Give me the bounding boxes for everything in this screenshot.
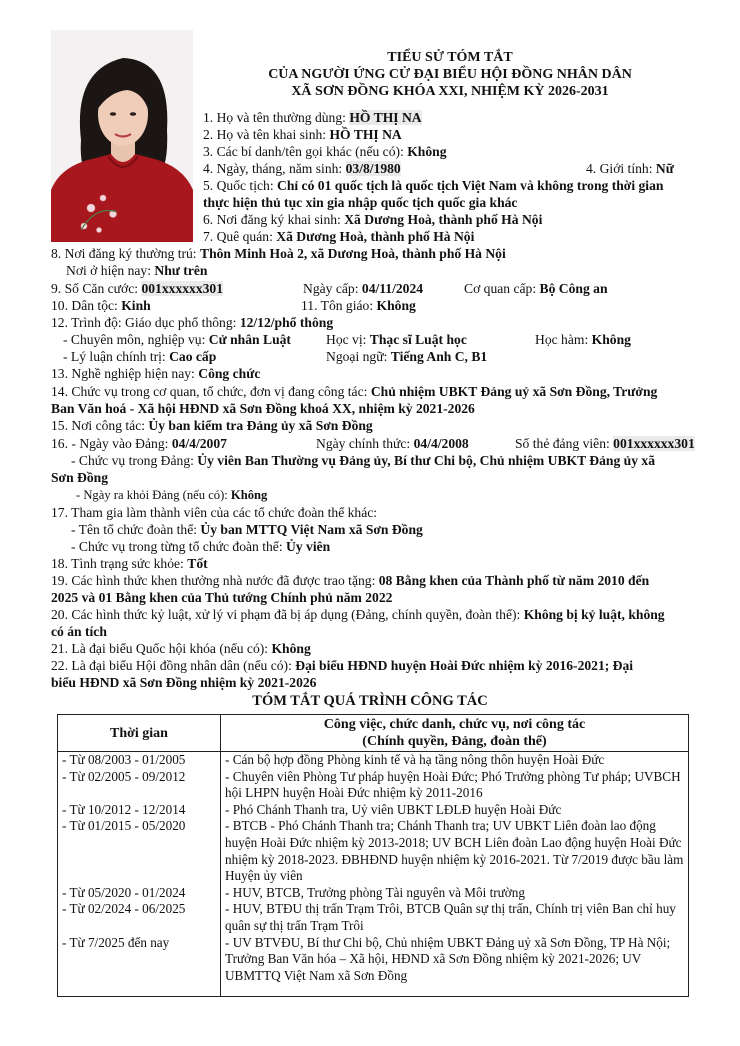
field-value: Không bị kỷ luật, không — [523, 607, 665, 622]
table-row — [58, 802, 689, 819]
field-value: 001xxxxxx301 — [613, 436, 695, 451]
field-label: 19. Các hình thức khen thưởng nhà nước đã được trao tặng: — [51, 573, 379, 588]
field-value: Không — [591, 332, 631, 347]
field-value: Ủy ban MTTQ Việt Nam xã Sơn Đồng — [200, 522, 423, 537]
field-occupation — [51, 365, 260, 382]
field-label: 11. Tôn giáo: — [301, 298, 377, 313]
field-ethnicity — [51, 297, 151, 314]
field-birth-name — [203, 126, 402, 143]
field-value: Xã Dương Hoà, thành phố Hà Nội — [276, 229, 475, 244]
field-label: Số thẻ đảng viên: — [515, 436, 614, 451]
field-label: - Lý luận chính trị: — [63, 349, 170, 364]
field-value: 2025 và 01 Bằng khen của Thủ tướng Chính phủ năm 2022 — [51, 590, 393, 605]
field-label: - Chức vụ trong Đảng: — [71, 453, 198, 468]
field-value: HỒ THỊ NA — [349, 110, 422, 125]
field-value: Chỉ có 01 quốc tịch là quốc tịch Việt Nam và không trong thời gian — [277, 178, 664, 193]
field-label: 6. Nơi đăng ký khai sinh: — [203, 212, 345, 227]
field-value: Không — [376, 298, 416, 313]
table-row — [58, 818, 689, 884]
portrait-photo — [51, 30, 193, 242]
field-value: Ủy ban kiểm tra Đảng ủy xã Sơn Đồng — [148, 418, 373, 433]
field-label: 10. Dân tộc: — [51, 298, 122, 313]
field-label: 18. Tình trạng sức khỏe: — [51, 556, 188, 571]
field-organization-role — [71, 538, 330, 555]
field-value: Cao cấp — [169, 349, 217, 364]
field-organizations — [51, 504, 377, 521]
field-label: Ngoại ngữ: — [326, 349, 391, 364]
field-value: Công chức — [198, 366, 261, 381]
field-id-issuer — [464, 280, 608, 297]
row-description: - HUV, BTCB, Trưởng phòng Tài nguyên và Môi trường — [221, 885, 689, 902]
field-value: 12/12/phổ thông — [239, 315, 334, 330]
field-value: Thôn Minh Hoà 2, xã Dương Hoà, thành phố Hà Nội — [200, 246, 506, 261]
table-row — [58, 901, 689, 934]
work-history-table — [57, 714, 689, 997]
field-peoples-council — [51, 657, 633, 674]
field-party-position-cont — [51, 469, 108, 486]
field-value: Chủ nhiệm UBKT Đảng uỷ xã Sơn Đồng, Trưởng — [370, 384, 658, 399]
column-header-description-line-1: Công việc, chức danh, chức vụ, nơi công tác — [323, 717, 586, 732]
field-id-issue-date — [303, 280, 423, 297]
field-workplace — [51, 417, 373, 434]
field-label: 22. Là đại biểu Hội đồng nhân dân (nếu có): — [51, 658, 296, 673]
column-header-description-line-2: (Chính quyền, Đảng, đoàn thể) — [362, 734, 547, 749]
row-time: - Từ 08/2003 - 01/2005 — [58, 752, 221, 769]
field-party-official-date — [316, 435, 469, 452]
field-value: Không — [407, 144, 447, 159]
field-party-join-date — [51, 435, 227, 452]
field-value: Như trên — [154, 263, 208, 278]
field-label: Ngày chính thức: — [316, 436, 414, 451]
field-value: Không — [230, 488, 268, 502]
field-value: Tốt — [187, 556, 208, 571]
field-national-assembly — [51, 640, 311, 657]
field-aliases — [203, 143, 447, 160]
field-value: Tiếng Anh C, B1 — [390, 349, 488, 364]
row-time: - Từ 7/2025 đến nay — [58, 935, 221, 997]
field-nationality — [203, 177, 663, 194]
field-foreign-language — [326, 348, 487, 365]
field-peoples-council-cont — [51, 674, 316, 691]
row-time: - Từ 10/2012 - 12/2014 — [58, 802, 221, 819]
field-health — [51, 555, 208, 572]
field-awards — [51, 572, 649, 589]
field-party-exit-date — [76, 487, 267, 504]
field-position — [51, 383, 657, 400]
field-label: 3. Các bí danh/tên gọi khác (nếu có): — [203, 144, 408, 159]
field-label: Cơ quan cấp: — [464, 281, 540, 296]
row-description: - HUV, BTĐU thị trấn Trạm Trôi, BTCB Quân sự thị trấn, Chính trị viên Ban chỉ huy quân sự thị trấn Trạm Trôi — [221, 901, 689, 934]
field-label: 4. Giới tính: — [586, 161, 656, 176]
field-hometown — [203, 228, 474, 245]
field-profession — [63, 331, 291, 348]
field-value: Thạc sĩ Luật học — [369, 332, 467, 347]
field-birth-date — [203, 160, 401, 177]
field-label: 8. Nơi đăng ký thường trú: — [51, 246, 200, 261]
field-value: Bộ Công an — [539, 281, 608, 296]
field-label: 16. - Ngày vào Đảng: — [51, 436, 172, 451]
field-permanent-address — [51, 245, 506, 262]
table-row — [58, 769, 689, 802]
field-degree — [326, 331, 467, 348]
field-value: Ban Văn hoá - Xã hội HĐND xã Sơn Đồng khoá XX, nhiệm kỳ 2021-2026 — [51, 401, 475, 416]
field-label: Ngày cấp: — [303, 281, 362, 296]
field-label: 2. Họ và tên khai sinh: — [203, 127, 330, 142]
field-education — [51, 314, 333, 331]
row-description: - UV BTVĐU, Bí thư Chi bộ, Chủ nhiệm UBKT Đảng uỷ xã Sơn Đồng, TP Hà Nội; Trưởng Ban Văn hóa – Xã hội, HĐND xã Sơn Đồng nhiệm kỳ 2021-2026; UV UBMTTQ Việt Nam xã Sơn Đồng — [221, 935, 689, 997]
field-label: - Chức vụ trong từng tổ chức đoàn thể: — [71, 539, 287, 554]
field-label: 5. Quốc tịch: — [203, 178, 277, 193]
field-label: 12. Trình độ: Giáo dục phổ thông: — [51, 315, 240, 330]
table-header-row — [58, 715, 689, 752]
field-value: thực hiện thủ tục xin gia nhập quốc tịch quốc gia khác — [203, 195, 518, 210]
field-value: 04/11/2024 — [361, 281, 424, 296]
title-line-2: CỦA NGƯỜI ỨNG CỬ ĐẠI BIỂU HỘI ĐỒNG NHÂN DÂN — [268, 67, 632, 82]
field-value: Đại biểu HĐND huyện Hoài Đức nhiệm kỳ 2016-2021; Đại — [295, 658, 634, 673]
field-value: 03/8/1980 — [345, 161, 401, 176]
field-common-name — [203, 109, 422, 126]
field-discipline-cont — [51, 623, 107, 640]
field-label: Học vị: — [326, 332, 370, 347]
column-header-time: Thời gian — [58, 715, 221, 752]
field-party-card-number — [515, 435, 695, 452]
field-value: Nữ — [655, 161, 674, 176]
row-time: - Từ 02/2005 - 09/2012 — [58, 769, 221, 802]
field-value: Sơn Đồng — [51, 470, 109, 485]
field-label: 7. Quê quán: — [203, 229, 277, 244]
row-description: - BTCB - Phó Chánh Thanh tra; Chánh Thanh tra; UV UBKT Liên đoàn lao động huyện Hoài Đức nhiệm kỳ 2013-2018; UV BCH Liên đoàn Lao động huyện Hoài Đức nhiệm kỳ 2018-2023. ĐBHĐND huyện nhiệm kỳ 2016-2021. Từ 7/2019 được bầu làm Huyện ủy viên — [221, 818, 689, 884]
field-value: 04/4/2008 — [413, 436, 469, 451]
field-label: 20. Các hình thức kỷ luật, xử lý vi phạm đã bị áp dụng (Đảng, chính quyền, đoàn thể): — [51, 607, 524, 622]
field-value: Không — [271, 641, 311, 656]
table-row — [58, 935, 689, 997]
field-value: 04/4/2007 — [171, 436, 227, 451]
field-value: 08 Bằng khen của Thành phố từ năm 2010 đến — [378, 573, 650, 588]
field-id-number — [51, 280, 223, 297]
field-label: 21. Là đại biểu Quốc hội khóa (nếu có): — [51, 641, 272, 656]
field-value: 001xxxxxx301 — [141, 281, 224, 296]
field-label: 17. Tham gia làm thành viên của các tổ chức đoàn thể khác: — [51, 505, 378, 520]
field-value: Ủy viên — [286, 539, 331, 554]
row-time: - Từ 01/2015 - 05/2020 — [58, 818, 221, 884]
field-value: Ủy viên Ban Thường vụ Đảng ủy, Bí thư Chi bộ, Chủ nhiệm UBKT Đảng ủy xã — [197, 453, 656, 468]
table-row — [58, 885, 689, 902]
field-label: - Ngày ra khỏi Đảng (nếu có): — [76, 488, 231, 502]
field-position-cont — [51, 400, 475, 417]
field-label: 15. Nơi công tác: — [51, 418, 149, 433]
field-party-position — [71, 452, 655, 469]
portrait-illustration — [51, 30, 193, 242]
field-label: - Tên tổ chức đoàn thể: — [71, 522, 201, 537]
field-label: 13. Nghề nghiệp hiện nay: — [51, 366, 199, 381]
field-birth-registration — [203, 211, 542, 228]
field-label: Học hàm: — [535, 332, 592, 347]
work-history-title: TÓM TẮT QUÁ TRÌNH CÔNG TÁC — [252, 693, 488, 709]
field-value: Xã Dương Hoà, thành phố Hà Nội — [344, 212, 543, 227]
field-label: 14. Chức vụ trong cơ quan, tổ chức, đơn vị đang công tác: — [51, 384, 371, 399]
field-label: - Chuyên môn, nghiệp vụ: — [63, 332, 209, 347]
row-description: - Phó Chánh Thanh tra, Uỷ viên UBKT LĐLĐ huyện Hoài Đức — [221, 802, 689, 819]
table-row — [58, 752, 689, 769]
column-header-description — [221, 715, 689, 752]
field-current-address — [66, 262, 207, 279]
field-political-theory — [63, 348, 216, 365]
row-description: - Cán bộ hợp đồng Phòng kinh tế và hạ tầng nông thôn huyện Hoài Đức — [221, 752, 689, 769]
row-time: - Từ 05/2020 - 01/2024 — [58, 885, 221, 902]
field-nationality-cont — [203, 194, 517, 211]
field-religion — [301, 297, 416, 314]
field-gender — [586, 160, 674, 177]
field-value: Cử nhân Luật — [208, 332, 291, 347]
row-description: - Chuyên viên Phòng Tư pháp huyện Hoài Đức; Phó Trưởng phòng Tư pháp; UVBCH hội LHPN huyện Hoài Đức nhiệm kỳ 2011-2016 — [221, 769, 689, 802]
field-value: Kinh — [121, 298, 151, 313]
row-time: - Từ 02/2024 - 06/2025 — [58, 901, 221, 934]
field-organization-name — [71, 521, 423, 538]
field-label: Nơi ở hiện nay: — [66, 263, 155, 278]
title-line-3: XÃ SƠN ĐỒNG KHÓA XXI, NHIỆM KỲ 2026-2031 — [291, 84, 609, 99]
field-label: 4. Ngày, tháng, năm sinh: — [203, 161, 346, 176]
field-value: có án tích — [51, 624, 107, 639]
field-academic-title — [535, 331, 631, 348]
field-value: HỒ THỊ NA — [329, 127, 402, 142]
field-discipline — [51, 606, 665, 623]
field-value: biểu HĐND xã Sơn Đồng nhiệm kỳ 2021-2026 — [51, 675, 317, 690]
field-label: 9. Số Căn cước: — [51, 281, 142, 296]
field-label: 1. Họ và tên thường dùng: — [203, 110, 350, 125]
field-awards-cont — [51, 589, 392, 606]
title-line-1: TIỂU SỬ TÓM TẮT — [387, 50, 513, 65]
